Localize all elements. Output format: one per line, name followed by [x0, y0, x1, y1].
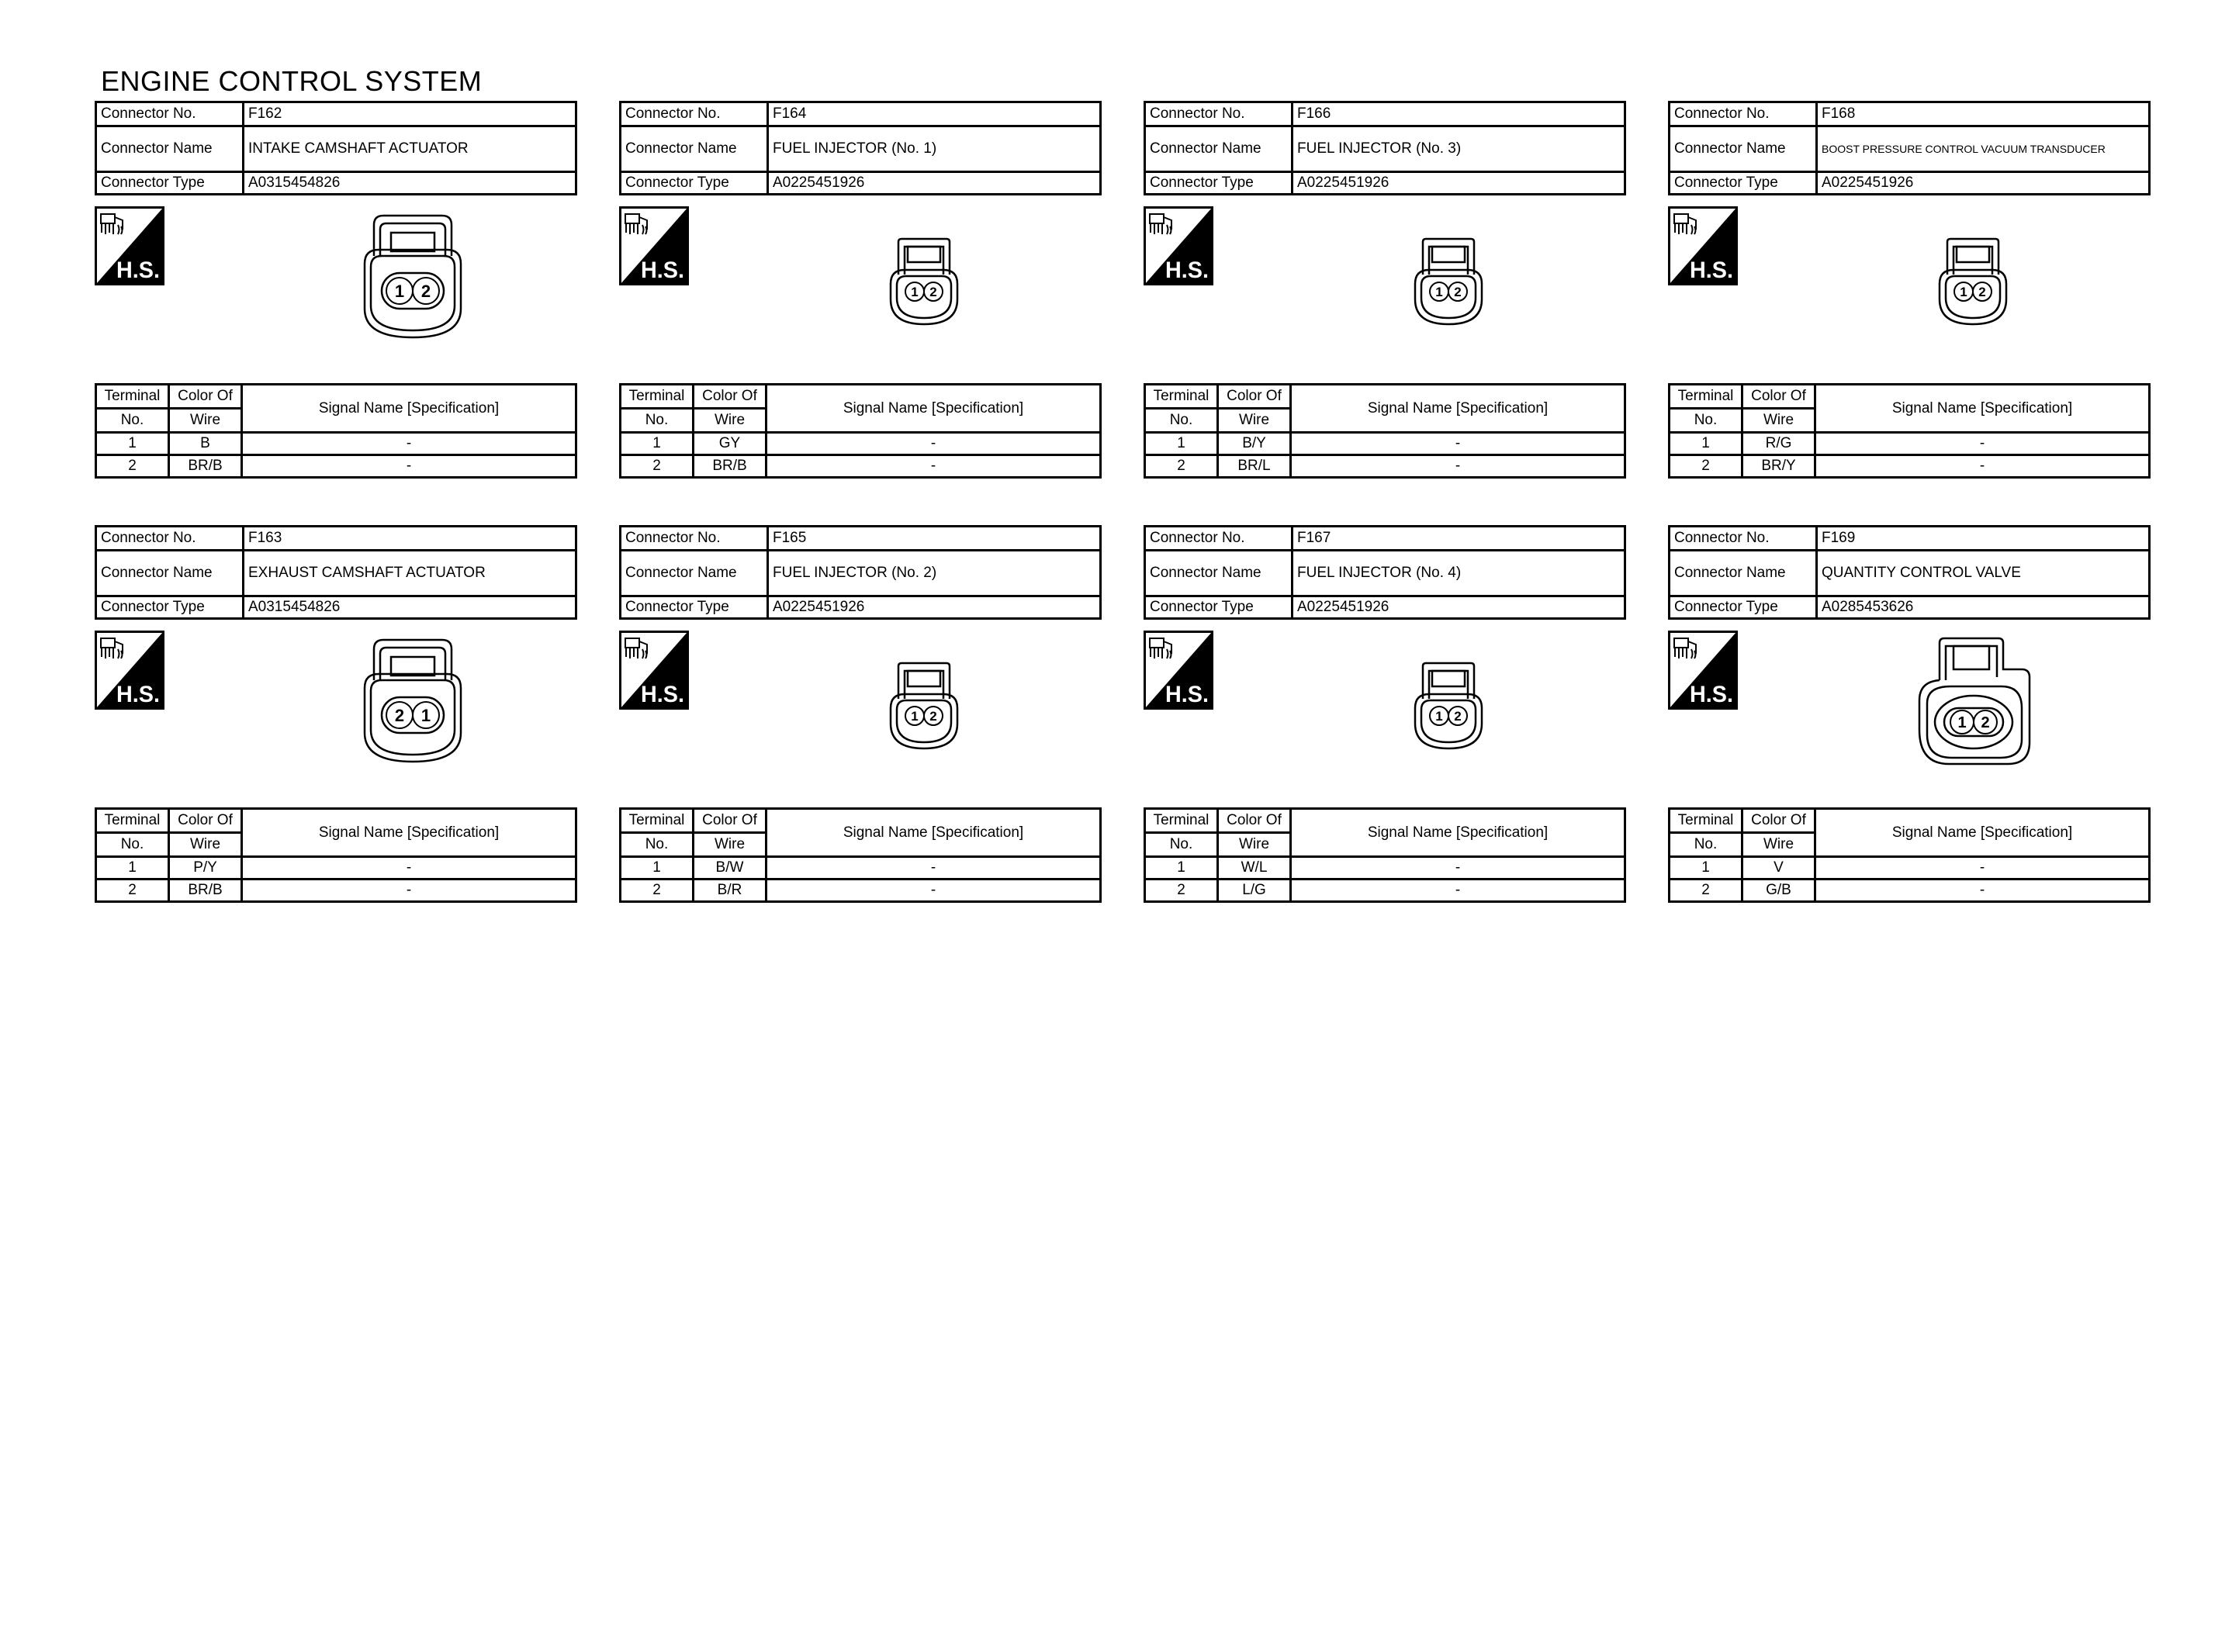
color-header: Color Of	[694, 809, 767, 833]
color-header: Color Of	[169, 385, 242, 409]
connector-info-table	[95, 101, 577, 195]
terminal-table	[95, 807, 577, 903]
terminal-header: Terminal	[1145, 385, 1218, 409]
connector-drawing-area	[619, 195, 1103, 383]
terminal-header: Terminal	[1670, 809, 1742, 833]
terminal-table	[1144, 383, 1626, 479]
terminal-table	[1144, 807, 1626, 903]
terminal-header-sub: No.	[96, 833, 169, 857]
signal-header: Signal Name [Specification]	[1815, 385, 2150, 433]
connector-name-label: Connector Name	[1145, 551, 1293, 596]
connector-type-label: Connector Type	[1670, 596, 1817, 619]
terminal-row	[621, 880, 1101, 902]
signal-name: -	[242, 455, 576, 478]
connector-name-label: Connector Name	[1670, 551, 1817, 596]
pin-number: 2	[929, 709, 937, 724]
terminal-row	[1670, 857, 2150, 880]
terminal-header-sub: No.	[1670, 409, 1742, 433]
signal-name: -	[242, 433, 576, 455]
terminal-number: 1	[1145, 433, 1218, 455]
terminal-header: Terminal	[621, 809, 694, 833]
harness-side-icon	[619, 206, 689, 285]
color-header-sub: Wire	[169, 409, 242, 433]
wire-color: BR/Y	[1742, 455, 1815, 478]
signal-name: -	[767, 455, 1101, 478]
connector-name-label: Connector Name	[621, 126, 768, 172]
connector-type-label: Connector Type	[96, 172, 244, 195]
pin-number: 1	[911, 285, 919, 300]
color-header-sub: Wire	[1218, 833, 1291, 857]
hs-badge-label: H.S.	[1165, 682, 1209, 707]
terminal-row	[1145, 455, 1625, 478]
connector-name-value: INTAKE CAMSHAFT ACTUATOR	[244, 126, 576, 172]
terminal-header-sub: No.	[1145, 409, 1218, 433]
connector-block	[95, 101, 579, 479]
connector-info-table	[1144, 101, 1626, 195]
harness-side-icon	[1668, 206, 1738, 285]
connector-type-label: Connector Type	[621, 172, 768, 195]
wire-color: B/W	[694, 857, 767, 880]
pin-number: 2	[929, 285, 937, 300]
connector-name-value: FUEL INJECTOR (No. 3)	[1293, 126, 1625, 172]
pin-number: 2	[1981, 714, 1990, 732]
color-header-sub: Wire	[694, 833, 767, 857]
terminal-number: 2	[96, 880, 169, 902]
terminal-row	[1670, 433, 2150, 455]
color-header-sub: Wire	[1742, 409, 1815, 433]
connector-name-value: QUANTITY CONTROL VALVE	[1817, 551, 2150, 596]
connector-no-label: Connector No.	[1145, 102, 1293, 126]
connector-info-table	[1668, 101, 2151, 195]
wire-color: BR/B	[169, 880, 242, 902]
color-header: Color Of	[1742, 385, 1815, 409]
wire-color: V	[1742, 857, 1815, 880]
terminal-header: Terminal	[96, 809, 169, 833]
wire-color: P/Y	[169, 857, 242, 880]
signal-name: -	[1291, 857, 1625, 880]
signal-name: -	[1815, 880, 2150, 902]
terminal-row	[621, 433, 1101, 455]
pin-number: 2	[1454, 285, 1462, 300]
terminal-row	[1670, 880, 2150, 902]
color-header-sub: Wire	[694, 409, 767, 433]
wire-color: B/R	[694, 880, 767, 902]
terminal-row	[96, 857, 576, 880]
terminal-row	[621, 857, 1101, 880]
wire-color: L/G	[1218, 880, 1291, 902]
signal-name: -	[242, 880, 576, 902]
connector-drawing-area	[95, 195, 579, 383]
connector-drawing-area	[1144, 195, 1628, 383]
connector-drawing-area	[619, 620, 1103, 807]
signal-name: -	[767, 433, 1101, 455]
terminal-row	[1145, 433, 1625, 455]
connector-face-drawing	[881, 660, 967, 752]
connector-name-value: BOOST PRESSURE CONTROL VACUUM TRANSDUCER	[1817, 126, 2150, 172]
pin-number: 1	[394, 281, 405, 301]
pin-number: 2	[394, 705, 405, 725]
terminal-number: 1	[1670, 433, 1742, 455]
connector-block	[1144, 101, 1628, 479]
connector-drawing-area	[95, 620, 579, 807]
wire-color: W/L	[1218, 857, 1291, 880]
harness-side-icon	[1144, 631, 1213, 710]
color-header-sub: Wire	[1742, 833, 1815, 857]
terminal-number: 1	[96, 433, 169, 455]
color-header: Color Of	[1218, 385, 1291, 409]
connector-type-value: A0225451926	[768, 596, 1101, 619]
connector-no-value: F162	[244, 102, 576, 126]
page-title: ENGINE CONTROL SYSTEM	[101, 65, 483, 97]
connector-face-drawing	[1930, 236, 2016, 327]
harness-side-icon	[1668, 631, 1738, 710]
hs-badge-label: H.S.	[641, 257, 684, 283]
connector-face-drawing	[1406, 660, 1491, 752]
connector-type-value: A0225451926	[1817, 172, 2150, 195]
connector-info-table	[619, 101, 1102, 195]
pin-number: 2	[1978, 285, 1986, 300]
signal-name: -	[1815, 455, 2150, 478]
terminal-number: 2	[1670, 880, 1742, 902]
wire-color: BR/B	[694, 455, 767, 478]
terminal-row	[96, 455, 576, 478]
pin-number: 1	[911, 709, 919, 724]
connector-type-label: Connector Type	[1670, 172, 1817, 195]
connector-name-label: Connector Name	[1145, 126, 1293, 172]
connector-type-value: A0285453626	[1817, 596, 2150, 619]
connector-block	[95, 525, 579, 903]
hs-badge-label: H.S.	[116, 257, 160, 283]
terminal-table	[95, 383, 577, 479]
terminal-number: 1	[96, 857, 169, 880]
wire-color: GY	[694, 433, 767, 455]
terminal-number: 1	[1145, 857, 1218, 880]
connector-info-table	[1144, 525, 1626, 620]
signal-header: Signal Name [Specification]	[242, 385, 576, 433]
connector-name-value: FUEL INJECTOR (No. 4)	[1293, 551, 1625, 596]
connector-drawing-area	[1144, 620, 1628, 807]
color-header: Color Of	[694, 385, 767, 409]
signal-name: -	[1815, 857, 2150, 880]
terminal-table	[1668, 807, 2151, 903]
connector-name-label: Connector Name	[96, 551, 244, 596]
terminal-number: 2	[1145, 455, 1218, 478]
harness-side-icon	[95, 631, 164, 710]
wire-color: R/G	[1742, 433, 1815, 455]
terminal-table	[1668, 383, 2151, 479]
harness-side-icon	[619, 631, 689, 710]
connector-type-value: A0315454826	[244, 172, 576, 195]
connector-no-value: F166	[1293, 102, 1625, 126]
pin-number: 2	[1454, 709, 1462, 724]
connector-name-label: Connector Name	[1670, 126, 1817, 172]
wire-color: BR/B	[169, 455, 242, 478]
connector-info-table	[95, 525, 577, 620]
color-header: Color Of	[1218, 809, 1291, 833]
hs-badge-label: H.S.	[1690, 682, 1733, 707]
connector-info-table	[1668, 525, 2151, 620]
terminal-number: 1	[621, 433, 694, 455]
signal-name: -	[767, 880, 1101, 902]
connector-type-label: Connector Type	[96, 596, 244, 619]
connector-face-drawing	[881, 236, 967, 327]
connector-name-label: Connector Name	[96, 126, 244, 172]
hs-badge-label: H.S.	[1690, 257, 1733, 283]
connector-name-value: EXHAUST CAMSHAFT ACTUATOR	[244, 551, 576, 596]
terminal-number: 2	[1670, 455, 1742, 478]
connector-type-value: A0225451926	[768, 172, 1101, 195]
terminal-header: Terminal	[96, 385, 169, 409]
connector-drawing-area	[1668, 620, 2152, 807]
terminal-header-sub: No.	[1670, 833, 1742, 857]
color-header-sub: Wire	[169, 833, 242, 857]
terminal-number: 2	[621, 455, 694, 478]
connector-type-label: Connector Type	[1145, 172, 1293, 195]
hs-badge-label: H.S.	[641, 682, 684, 707]
connector-no-label: Connector No.	[1670, 102, 1817, 126]
signal-name: -	[1291, 455, 1625, 478]
connector-no-label: Connector No.	[1670, 527, 1817, 551]
color-header: Color Of	[169, 809, 242, 833]
wire-color: BR/L	[1218, 455, 1291, 478]
connector-type-label: Connector Type	[621, 596, 768, 619]
connector-type-value: A0315454826	[244, 596, 576, 619]
connector-no-value: F168	[1817, 102, 2150, 126]
terminal-row	[621, 455, 1101, 478]
signal-header: Signal Name [Specification]	[1815, 809, 2150, 857]
pin-number: 1	[420, 705, 431, 725]
connector-no-label: Connector No.	[621, 102, 768, 126]
signal-name: -	[242, 857, 576, 880]
terminal-header-sub: No.	[96, 409, 169, 433]
connector-type-value: A0225451926	[1293, 596, 1625, 619]
signal-header: Signal Name [Specification]	[1291, 809, 1625, 857]
harness-side-icon	[95, 206, 164, 285]
connector-no-label: Connector No.	[621, 527, 768, 551]
connector-face-drawing	[351, 634, 475, 766]
terminal-number: 1	[1670, 857, 1742, 880]
connector-no-label: Connector No.	[96, 102, 244, 126]
terminal-number: 1	[621, 857, 694, 880]
connector-block	[1668, 525, 2152, 903]
connector-no-label: Connector No.	[96, 527, 244, 551]
connector-name-value: FUEL INJECTOR (No. 1)	[768, 126, 1101, 172]
connector-face-drawing	[351, 209, 475, 341]
terminal-table	[619, 807, 1102, 903]
hs-badge-label: H.S.	[116, 682, 160, 707]
terminal-header: Terminal	[1670, 385, 1742, 409]
connector-type-label: Connector Type	[1145, 596, 1293, 619]
pin-number: 2	[420, 281, 431, 301]
color-header-sub: Wire	[1218, 409, 1291, 433]
hs-badge-label: H.S.	[1165, 257, 1209, 283]
connector-block	[619, 101, 1103, 479]
harness-side-icon	[1144, 206, 1213, 285]
connector-block	[1668, 101, 2152, 479]
connector-drawing-area	[1668, 195, 2152, 383]
terminal-header: Terminal	[621, 385, 694, 409]
connector-face-drawing	[1406, 236, 1491, 327]
signal-name: -	[767, 857, 1101, 880]
signal-header: Signal Name [Specification]	[1291, 385, 1625, 433]
terminal-row	[1670, 455, 2150, 478]
connector-name-value: FUEL INJECTOR (No. 2)	[768, 551, 1101, 596]
wire-color: B/Y	[1218, 433, 1291, 455]
connector-name-label: Connector Name	[621, 551, 768, 596]
wire-color: G/B	[1742, 880, 1815, 902]
connector-block	[1144, 525, 1628, 903]
signal-name: -	[1815, 433, 2150, 455]
connector-info-table	[619, 525, 1102, 620]
connector-no-value: F165	[768, 527, 1101, 551]
terminal-row	[1145, 857, 1625, 880]
terminal-header: Terminal	[1145, 809, 1218, 833]
signal-name: -	[1291, 880, 1625, 902]
connector-no-label: Connector No.	[1145, 527, 1293, 551]
signal-name: -	[1291, 433, 1625, 455]
color-header: Color Of	[1742, 809, 1815, 833]
terminal-number: 2	[96, 455, 169, 478]
pin-number: 1	[1957, 714, 1967, 732]
terminal-header-sub: No.	[1145, 833, 1218, 857]
signal-header: Signal Name [Specification]	[767, 385, 1101, 433]
connector-no-value: F167	[1293, 527, 1625, 551]
pin-number: 1	[1435, 285, 1443, 300]
terminal-row	[96, 880, 576, 902]
wire-color: B	[169, 433, 242, 455]
connector-block	[619, 525, 1103, 903]
connector-type-value: A0225451926	[1293, 172, 1625, 195]
terminal-table	[619, 383, 1102, 479]
terminal-header-sub: No.	[621, 409, 694, 433]
terminal-number: 2	[621, 880, 694, 902]
pin-number: 1	[1960, 285, 1967, 300]
terminal-number: 2	[1145, 880, 1218, 902]
connector-no-value: F164	[768, 102, 1101, 126]
terminal-row	[1145, 880, 1625, 902]
signal-header: Signal Name [Specification]	[767, 809, 1101, 857]
connector-face-drawing	[1909, 634, 2040, 767]
terminal-row	[96, 433, 576, 455]
signal-header: Signal Name [Specification]	[242, 809, 576, 857]
pin-number: 1	[1435, 709, 1443, 724]
terminal-header-sub: No.	[621, 833, 694, 857]
connector-no-value: F169	[1817, 527, 2150, 551]
connector-no-value: F163	[244, 527, 576, 551]
